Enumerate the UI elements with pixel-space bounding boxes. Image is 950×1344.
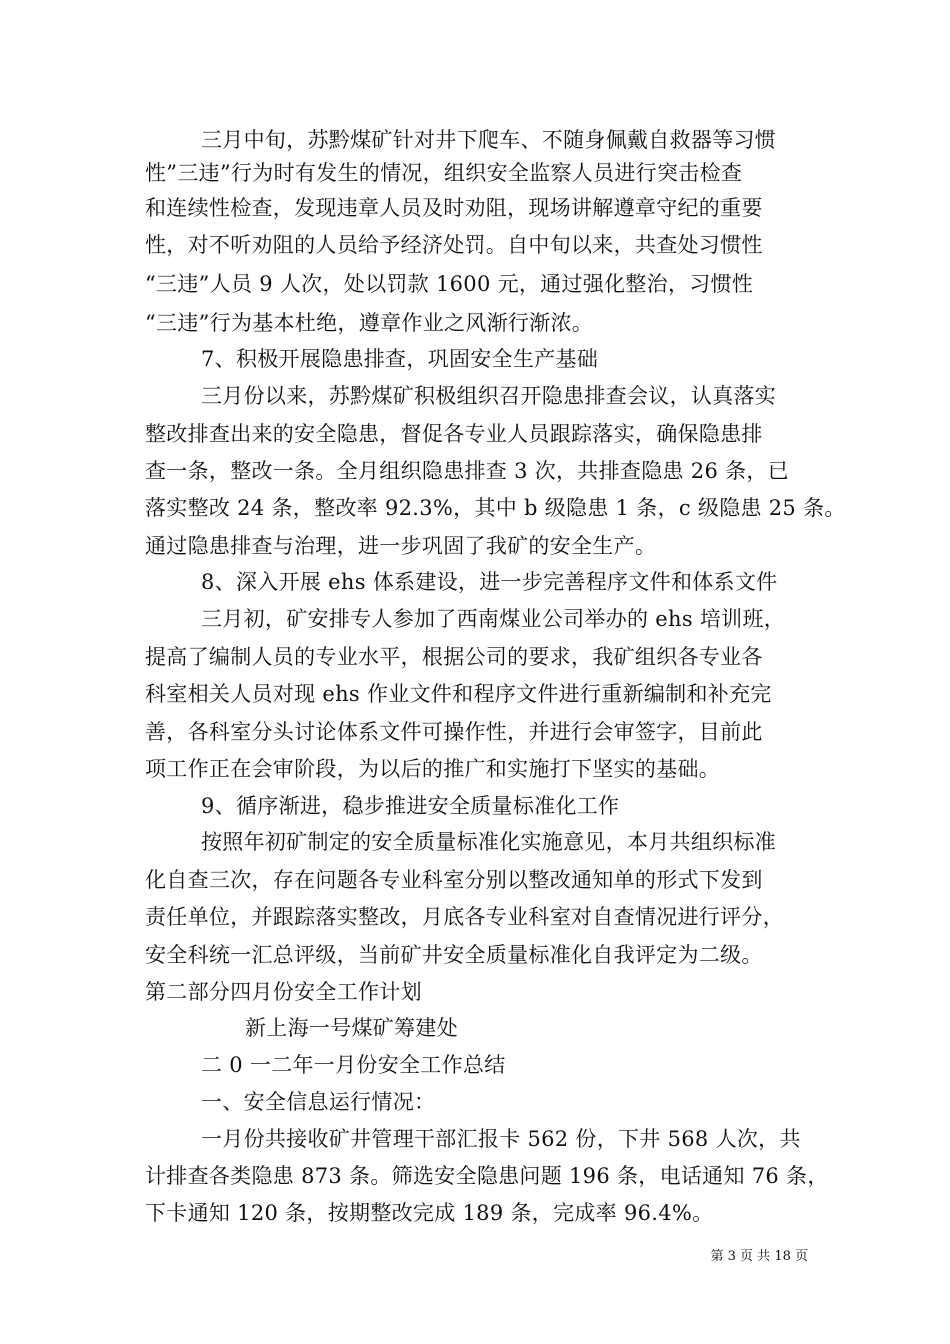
document-title: 二 0 一二年一月份安全工作总结 bbox=[201, 1053, 506, 1077]
paragraph-line: 一月份共接收矿井管理干部汇报卡 562 份，下井 568 人次，共 bbox=[201, 1127, 801, 1151]
paragraph-line: 和连续性检查，发现违章人员及时劝阻，现场讲解遵章守纪的重要 bbox=[145, 196, 763, 220]
paragraph-line: 安全科统一汇总评级，当前矿井安全质量标准化自我评定为二级。 bbox=[145, 943, 763, 967]
paragraph-line: “三违”行为基本杜绝，遵章作业之风渐行渐浓。 bbox=[145, 311, 594, 335]
paragraph-line: 计排查各类隐患 873 条。筛选安全隐患问题 196 条，电话通知 76 条， bbox=[145, 1164, 829, 1188]
section-heading: 9、循序渐进，稳步推进安全质量标准化工作 bbox=[201, 794, 620, 818]
paragraph-line: 责任单位，并跟踪落实整改，月底各专业科室对自查情况进行评分， bbox=[145, 905, 784, 929]
paragraph-line: 三月中旬，苏黔煤矿针对井下爬车、不随身佩戴自救器等习惯 bbox=[201, 128, 777, 152]
paragraph-line: 善，各科室分头讨论体系文件可操作性，并进行会审签字，目前此 bbox=[145, 720, 763, 744]
paragraph-line: 性”三违”行为时有发生的情况，组织安全监察人员进行突击检查 bbox=[145, 161, 743, 185]
page-number: 第 3 页 共 18 页 bbox=[710, 1249, 808, 1264]
paragraph-line: 科室相关人员对现 ehs 作业文件和程序文件进行重新编制和补充完 bbox=[145, 682, 772, 706]
paragraph-line: 按照年初矿制定的安全质量标准化实施意见，本月共组织标准 bbox=[201, 830, 777, 854]
paragraph-line: 化自查三次，存在问题各专业科室分别以整改通知单的形式下发到 bbox=[145, 868, 763, 892]
paragraph-line: 项工作正在会审阶段，为以后的推广和实施打下坚实的基础。 bbox=[145, 757, 721, 781]
paragraph-line: 三月份以来，苏黔煤矿积极组织召开隐患排查会议，认真落实 bbox=[201, 384, 777, 408]
paragraph-line: 通过隐患排查与治理，进一步巩固了我矿的安全生产。 bbox=[145, 534, 657, 558]
paragraph-line: 性，对不听劝阻的人员给予经济处罚。自中旬以来，共查处习惯性 bbox=[145, 233, 763, 257]
paragraph-line: 下卡通知 120 条，按期整改完成 189 条，完成率 96.4%。 bbox=[145, 1201, 714, 1225]
paragraph-line: 三月初，矿安排专人参加了西南煤业公司举办的 ehs 培训班， bbox=[201, 607, 786, 631]
organization-name: 新上海一号煤矿筹建处 bbox=[245, 1016, 458, 1040]
paragraph-line: 落实整改 24 条，整改率 92.3%，其中 b 级隐患 1 条，c 级隐患 25 条。 bbox=[145, 496, 846, 520]
paragraph-line: “三违”人员 9 人次，处以罚款 1600 元，通过强化整治，习惯性 bbox=[145, 272, 754, 296]
paragraph-line: 查一条，整改一条。全月组织隐患排查 3 次，共排查隐患 26 条，已 bbox=[145, 459, 789, 483]
section-heading: 8、深入开展 ehs 体系建设，进一步完善程序文件和体系文件 bbox=[201, 570, 778, 594]
section-heading: 7、积极开展隐患排查，巩固安全生产基础 bbox=[201, 347, 599, 371]
paragraph-line: 整改排查出来的安全隐患，督促各专业人员跟踪落实，确保隐患排 bbox=[145, 422, 763, 446]
paragraph-line: 提高了编制人员的专业水平，根据公司的要求，我矿组织各专业各 bbox=[145, 645, 763, 669]
part-heading: 第二部分四月份安全工作计划 bbox=[145, 980, 422, 1004]
section-heading: 一、安全信息运行情况： bbox=[201, 1090, 436, 1114]
